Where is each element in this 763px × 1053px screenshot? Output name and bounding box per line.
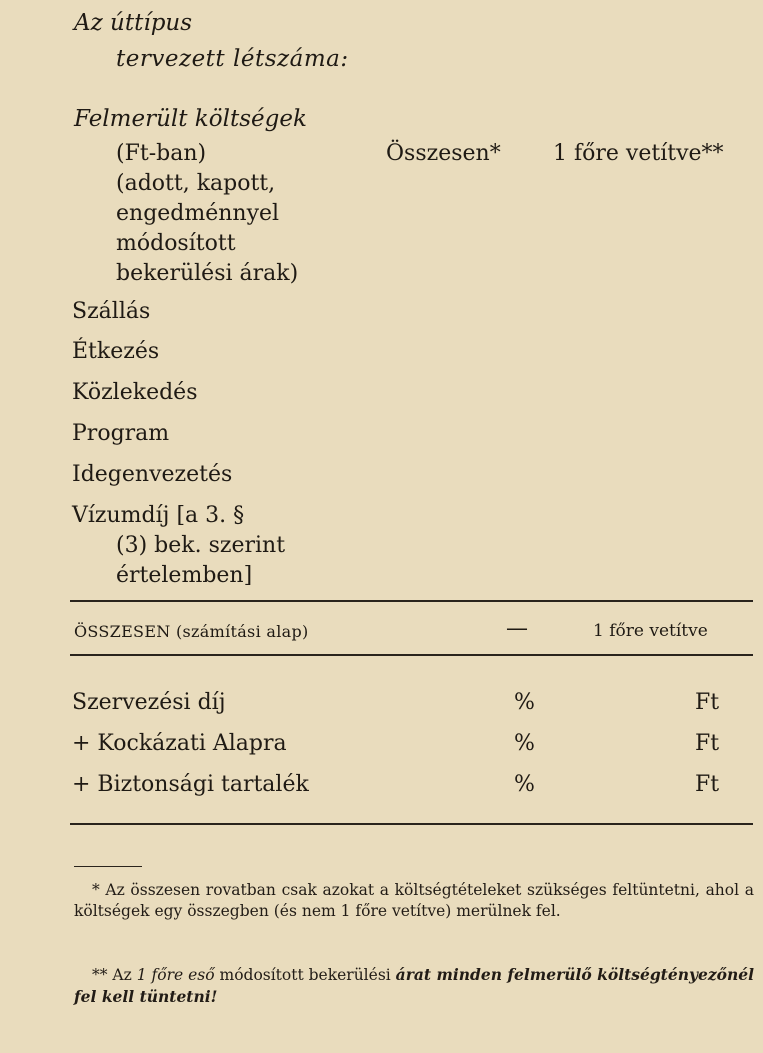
footnote-1-text: * Az összesen rovatban csak azokat a költségtételeket szükséges feltüntetni, ahol a költségek egy összegben (és nem 1 főre vetítve) merülnek fel. xyxy=(74,881,754,920)
fee-risk-fund-unit: Ft xyxy=(695,731,720,756)
fee-organizing-unit: Ft xyxy=(695,690,720,715)
item-guiding: Idegenvezetés xyxy=(72,462,233,487)
footnote-separator xyxy=(74,866,142,867)
item-meals: Étkezés xyxy=(72,339,160,364)
column-total-header: Összesen* xyxy=(386,141,501,166)
rule-bottom xyxy=(70,823,753,825)
item-program: Program xyxy=(72,421,170,446)
costs-desc-2: (adott, kapott, xyxy=(116,171,276,196)
footnote-2-part-b: 1 főre eső xyxy=(136,966,215,984)
item-visa-fee: Vízumdíj [a 3. § xyxy=(72,503,245,528)
fee-risk-fund-percent: % xyxy=(514,731,535,756)
planned-headcount-label: tervezett létszáma: xyxy=(116,46,349,72)
costs-desc-3: engedménnyel xyxy=(116,201,280,226)
tour-type-label: Az úttípus xyxy=(74,10,193,36)
costs-desc-5: bekerülési árak) xyxy=(116,261,299,286)
costs-desc-1: (Ft-ban) xyxy=(116,141,207,166)
footnote-2-part-a: ** Az xyxy=(92,966,137,984)
footnote-2-part-c: módosított bekerülési xyxy=(214,966,396,984)
fee-organizing-label: Szervezési díj xyxy=(72,690,226,715)
rule-top xyxy=(70,600,753,602)
rule-mid xyxy=(70,654,753,656)
fee-organizing-percent: % xyxy=(514,690,535,715)
item-visa-fee-line2: (3) bek. szerint xyxy=(116,533,286,558)
footnote-2-part-d: árat minden felmerülő költségtényezőnél fel kell tüntetni! xyxy=(74,965,755,1006)
fee-safety-reserve-unit: Ft xyxy=(695,772,720,797)
costs-title: Felmerült költségek xyxy=(74,106,307,132)
item-transport: Közlekedés xyxy=(72,380,198,405)
total-dash: — xyxy=(506,616,528,641)
fee-risk-fund-label: + Kockázati Alapra xyxy=(72,731,287,756)
total-label: ÖSSZESEN (számítási alap) xyxy=(74,622,309,641)
column-per-person-header: 1 főre vetítve** xyxy=(553,141,724,166)
footnote-1 xyxy=(74,880,754,922)
costs-desc-4: módosított xyxy=(116,231,236,256)
total-per-person: 1 főre vetítve xyxy=(593,621,708,641)
fee-safety-reserve-percent: % xyxy=(514,772,535,797)
footnote-2 xyxy=(74,964,754,1008)
fee-safety-reserve-label: + Biztonsági tartalék xyxy=(72,772,309,797)
item-visa-fee-line3: értelemben] xyxy=(116,563,253,588)
item-accommodation: Szállás xyxy=(72,299,151,324)
